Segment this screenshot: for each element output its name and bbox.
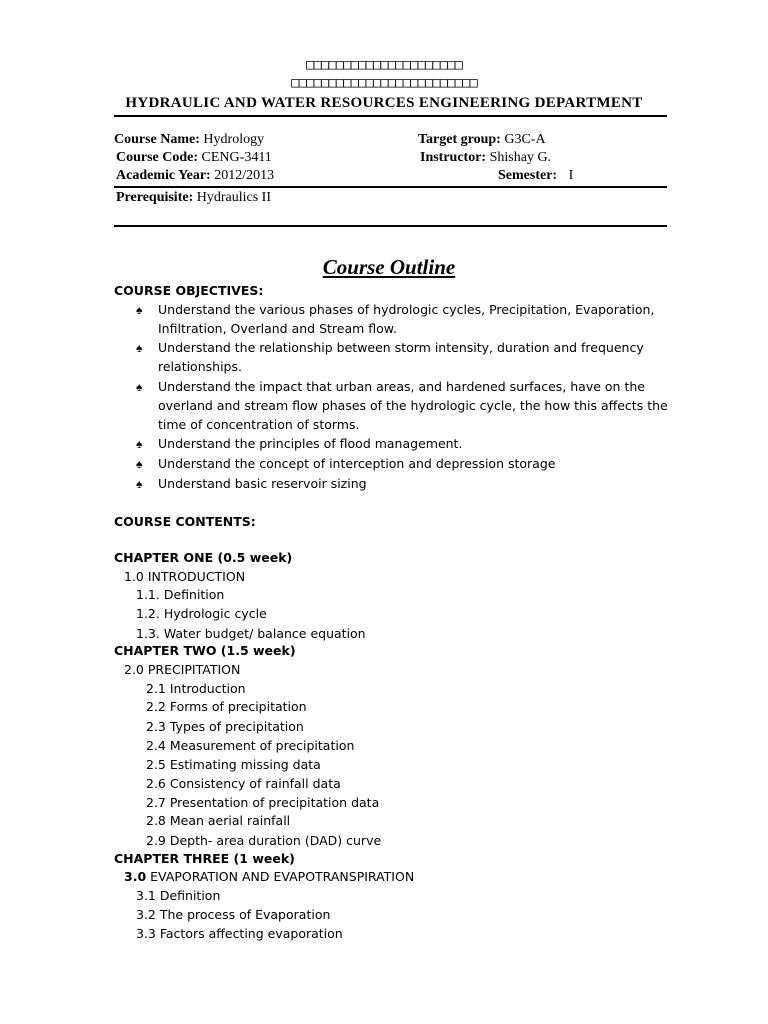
header-divider	[114, 115, 667, 117]
chapter-three-title: CHAPTER THREE (1 week)	[114, 851, 295, 866]
objective-2-line-1: Understand the relationship between storm intensity, duration and frequency	[158, 340, 644, 355]
prerequisite-label: Prerequisite:	[116, 190, 194, 205]
academic-year-field	[116, 168, 274, 184]
header-line-1: □□□□□□□□□□□□□□□□□□□□□	[305, 57, 462, 73]
objective-5: Understand the concept of interception and depression storage	[158, 456, 556, 471]
chapter-three-item: 3.2 The process of Evaporation	[136, 907, 331, 922]
spade-bullet-icon: ♠	[136, 303, 143, 317]
chapter-one-section: 1.0 INTRODUCTION	[124, 569, 246, 584]
contents-heading: COURSE CONTENTS:	[114, 514, 256, 529]
spade-bullet-icon: ♠	[136, 341, 143, 355]
prerequisite-value: Hydraulics II	[196, 190, 272, 205]
page-title: Course Outline	[322, 255, 456, 279]
instructor-value: Shishay G.	[489, 150, 552, 165]
chapter-three-section-text: EVAPORATION AND EVAPOTRANSPIRATION	[150, 869, 415, 884]
chapter-one-title: CHAPTER ONE (0.5 week)	[114, 550, 293, 565]
chapter-one-item: 1.3. Water budget/ balance equation	[136, 626, 366, 641]
semester-label: Semester:	[498, 168, 558, 183]
chapter-two-item: 2.8 Mean aerial rainfall	[146, 813, 291, 828]
chapter-two-item: 2.3 Types of precipitation	[146, 719, 304, 734]
course-code-value: CENG-3411	[201, 150, 272, 165]
chapter-two-item: 2.5 Estimating missing data	[146, 757, 321, 772]
chapter-two-item: 2.4 Measurement of precipitation	[146, 738, 355, 753]
objective-3-line-1: Understand the impact that urban areas, and hardened surfaces, have on the	[158, 379, 645, 394]
objective-1-line-1: Understand the various phases of hydrologic cycles, Precipitation, Evaporation,	[158, 302, 655, 317]
info-divider	[114, 186, 667, 188]
chapter-two-section: 2.0 PRECIPITATION	[124, 662, 241, 677]
target-group-value: G3C-A	[504, 132, 546, 147]
spade-bullet-icon: ♠	[136, 477, 143, 491]
course-code-label: Course Code:	[116, 150, 199, 165]
spade-bullet-icon: ♠	[136, 437, 143, 451]
course-name-value: Hydrology	[203, 132, 265, 147]
chapter-two-item: 2.2 Forms of precipitation	[146, 699, 307, 714]
chapter-one-item: 1.1. Definition	[136, 587, 225, 602]
academic-year-label: Academic Year:	[116, 168, 211, 183]
chapter-two-item: 2.6 Consistency of rainfall data	[146, 776, 341, 791]
academic-year-value: 2012/2013	[214, 168, 275, 183]
spade-bullet-icon: ♠	[136, 380, 143, 394]
course-code-field	[116, 150, 272, 166]
prerequisite-field	[116, 190, 271, 206]
objective-2-line-2: relationships.	[158, 359, 242, 374]
prerequisite-divider	[114, 225, 667, 227]
instructor-label: Instructor:	[420, 150, 487, 165]
objectives-heading: COURSE OBJECTIVES:	[114, 283, 264, 298]
header-line-2: □□□□□□□□□□□□□□□□□□□□□□□□□	[291, 75, 477, 91]
instructor-field	[420, 150, 551, 166]
chapter-two-item: 2.7 Presentation of precipitation data	[146, 795, 380, 810]
spade-bullet-icon: ♠	[136, 457, 143, 471]
chapter-three-section-number: 3.0	[124, 869, 147, 884]
objective-6: Understand basic reservoir sizing	[158, 476, 367, 491]
semester-value: I	[568, 168, 574, 183]
department-name: HYDRAULIC AND WATER RESOURCES ENGINEERING DEPARTMENT	[125, 95, 643, 111]
chapter-three-section	[124, 869, 414, 884]
course-name-label: Course Name:	[114, 132, 200, 147]
chapter-three-item: 3.1 Definition	[136, 888, 221, 903]
objective-1-line-2: Infiltration, Overland and Stream flow.	[158, 321, 397, 336]
target-group-field	[418, 132, 546, 148]
chapter-one-item: 1.2. Hydrologic cycle	[136, 606, 267, 621]
objective-3-line-2: overland and stream flow phases of the hydrologic cycle, the how this affects the	[158, 398, 668, 413]
objective-4: Understand the principles of flood management.	[158, 436, 463, 451]
chapter-two-title: CHAPTER TWO (1.5 week)	[114, 643, 296, 658]
chapter-two-item: 2.1 Introduction	[146, 681, 246, 696]
target-group-label: Target group:	[418, 132, 501, 147]
chapter-three-item: 3.3 Factors affecting evaporation	[136, 926, 343, 941]
chapter-two-item: 2.9 Depth- area duration (DAD) curve	[146, 833, 382, 848]
objective-3-line-3: time of concentration of storms.	[158, 417, 360, 432]
course-name-field	[114, 132, 264, 148]
semester-field	[498, 168, 573, 184]
